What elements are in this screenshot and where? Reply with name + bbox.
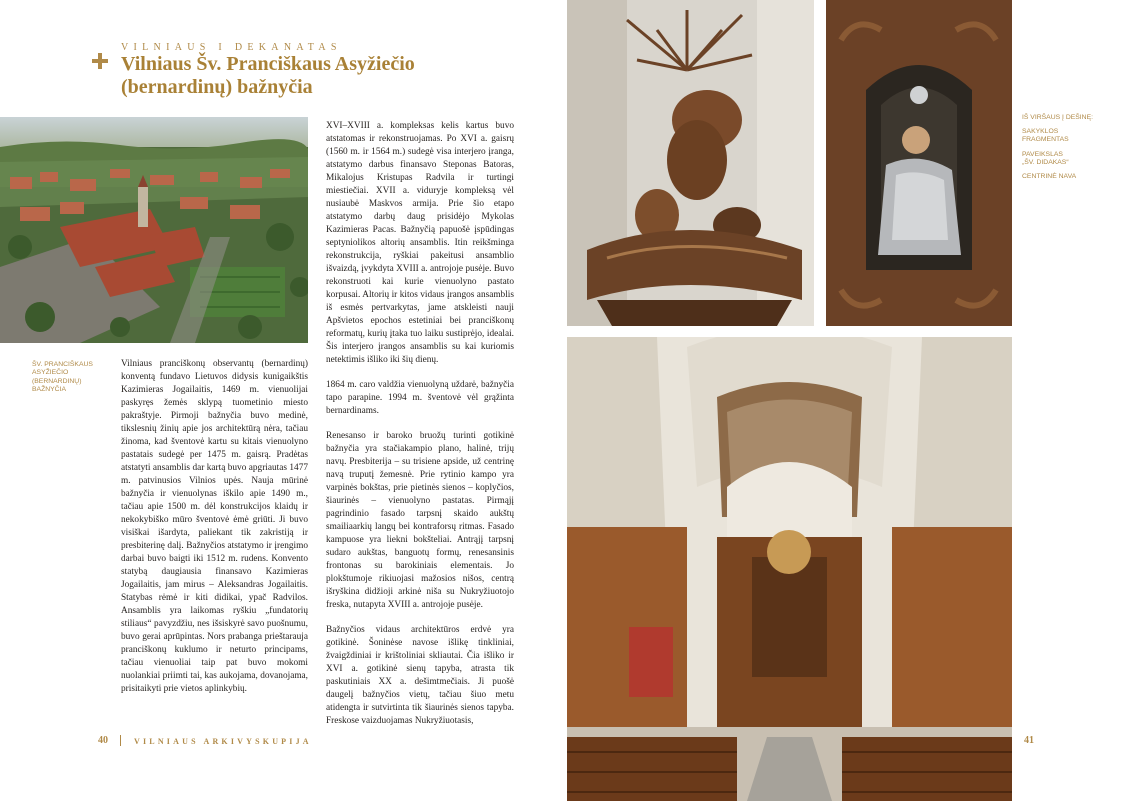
st-didacus-painting-photo — [826, 0, 1012, 326]
caption-line: „ŠV. DIDAKAS“ — [1022, 158, 1069, 166]
title-line-2: (bernardinų) bažnyčia — [121, 76, 313, 98]
running-title: VILNIAUS ARKIVYSKUPIJA — [134, 737, 312, 746]
caption-nave — [1022, 173, 1118, 181]
page-number-left: 40 — [98, 735, 108, 746]
aerial-photo — [0, 117, 308, 343]
pulpit-fragment-photo — [567, 0, 814, 326]
cross-icon — [92, 53, 108, 69]
title-line-1: Vilniaus Šv. Pranciškaus Asyžiečio — [121, 53, 415, 75]
page-number-right: 41 — [1024, 735, 1034, 746]
central-nave-photo — [567, 337, 1012, 801]
caption-line: CENTRINĖ NAVA — [1022, 173, 1077, 181]
pulpit-illustration — [567, 0, 814, 326]
footer-divider — [120, 735, 121, 746]
caption-line: SAKYKLOS — [1022, 128, 1059, 136]
page-title — [121, 53, 451, 99]
paragraph: Renesanso ir baroko bruožų turinti gotikinė bažnyčia yra stačiakampio plano, halinė, trijų navų. Presbiterija – su trisiene apside, už centrinę navą truputį žemesnė. Prie rytinio kampo yra varpinės bokštas, prie pietinės sienos – koplyčios, šiaurinės – vienuolyno pastatas. Pirmąjį pagrindinio fasado tarpsnį skaido aukštų smailiaarkių langų bei kontraforsų ritmas. Fasado kampuose yra liekni bokšteliai. Antrąjį tarpsnį sudaro aukštas, banguotų formų, renesansinis frontonas su barokiniais elementais. Jo plokštumoje rikiuojasi mažosios nišos, centrą išryškina didžioji arkinė niša su Nukryžiuotojo freska, nutapyta XVIII a. antrojoje pusėje. — [326, 431, 514, 610]
body-column-1 — [121, 358, 308, 708]
caption-line: PAVEIKSLAS — [1022, 150, 1063, 158]
painting-illustration — [826, 0, 1012, 326]
caption-line: ŠV. PRANCIŠKAUS — [32, 361, 93, 368]
caption-pulpit — [1022, 128, 1118, 144]
section-kicker: VILNIAUS I DEKANATAS — [121, 42, 342, 53]
left-page — [0, 0, 560, 801]
paragraph: XVI–XVIII a. kompleksas kelis kartus buvo atstatomas ir rekonstruojamas. Po XVI a. gaisrų (1560 m. ir 1564 m.) sudegė visa interjero įranga, atstatymo darbus finansavo Steponas Batoras, Mikalojus Kristupas Radvila ir turtingi miestiečiai. XVII a. viduryje kompleksą vėl nusiaubė Maskvos armija. Prie šio etapo atstatymo darbų daug prisidėjo Mykolas Kazimieras Pacas. Bažnyčią papuošė įspūdingas septyniolikos altorių ansamblis. Itin reikšminga rekonstrukcija, ryškiai pakeitusi ansamblio išvaizdą, įvykdyta XVIII a. antrojoje pusėje. Buvo rekonstruoti kai kurie vienuolyno pastato korpusai. Altorių ir kitos vidaus įrangos ansamblis iš esmės pertvarkytas, jame atskleisti nauji Apšvietos epochos estetiniai bei pranciškonų reformatų, kurių įtaka tuo laiku sustiprėjo, idealai. Šis interjero įrangos ansamblis su kai kuriomis netektimis išliko iki šių dienų. — [326, 121, 514, 365]
caption-painting — [1022, 151, 1118, 167]
aerial-photo-caption — [32, 361, 110, 394]
aerial-photo-illustration — [0, 117, 308, 343]
caption-line: FRAGMENTAS — [1022, 136, 1069, 144]
caption-line: BAŽNYČIA — [32, 385, 66, 393]
captions-heading: IŠ VIRŠAUS Į DEŠINĘ: — [1022, 114, 1094, 121]
paragraph: Vilniaus pranciškonų observantų (bernardinų) konventą fundavo Lietuvos didysis kunigaikštis Kazimieras Jogailaitis, 1469 m. vienuolijai paskyręs žemės sklypą tuometinio miesto pakraštyje. Pirmoji bažnyčia buvo medinė, tikslesnių žinių apie jos architektūrą nėra, tačiau žinoma, kad šventovė kartu su kitais vienuolyno pastatais sudegė per 1475 m. gaisrą. Pradėtas atstatyti ansamblis dar kartą buvo apgriautas 1477 m. patvinusios Vilnios upės. Nauja mūrinė bažnyčia ir vienuolynas iškilo apie 1490 m., tačiau apie 1500 m. dėl konstrukcijos klaidų ir nekokybiško mūro šventovė ėmė griūti. Ji buvo visiškai išardyta, paliekant tik zakristiją ir presbiterinę dalį. Bažnyčios atstatymo ir įrengimo darbai buvo baigti iki 1512 m. rudens. Konvento statybą daugiausia finansavo Kazimieras Jogailaitis, jam mirus – Aleksandras Jogailaitis. Statybas rėmė ir kiti didikai, ypač Radvilos. Ansamblis yra laikomas ryškiu „fundatorių stiliaus“ pavyzdžiu, nes išsiskyrė savo puošnumu, buvo gerai aprūpintas. Nors prabanga prieštarauja pranciškonų kuklumo ir neturto principams, tačiau vienuoliai taip pat buvo mokomi nuolankiai priimti tai, kas aukojama, dovanojama, prisitaikyti prie vietos aplinkybių. — [121, 359, 308, 694]
paragraph: 1864 m. caro valdžia vienuolyną uždarė, bažnyčia tapo parapine. 1994 m. šventovė vėl grąžinta bernardinams. — [326, 380, 514, 416]
right-photo-captions — [1022, 114, 1118, 187]
body-column-2 — [326, 120, 514, 740]
paragraph: Bažnyčios vidaus architektūros erdvė yra gotikinė. Šoninėse navose išlikę tinkliniai, žvaigždiniai ir krištoliniai skliautai. Čia išliko ir XVI a. gotikinė sienų tapyba, atrasta tik paskutiniais XX a. dešimtmečiais. Ji puošė daugelį bažnyčios vietų, tačiau šiuo metu atidengta ir sutvirtinta tik šiaurinės sienos tapyba. Freskose vaizduojamas Nukryžiuotasis, — [326, 625, 514, 726]
caption-line: (BERNARDINŲ) — [32, 377, 82, 385]
caption-line: ASYŽIEČIO — [32, 369, 69, 377]
nave-illustration — [567, 337, 1012, 801]
